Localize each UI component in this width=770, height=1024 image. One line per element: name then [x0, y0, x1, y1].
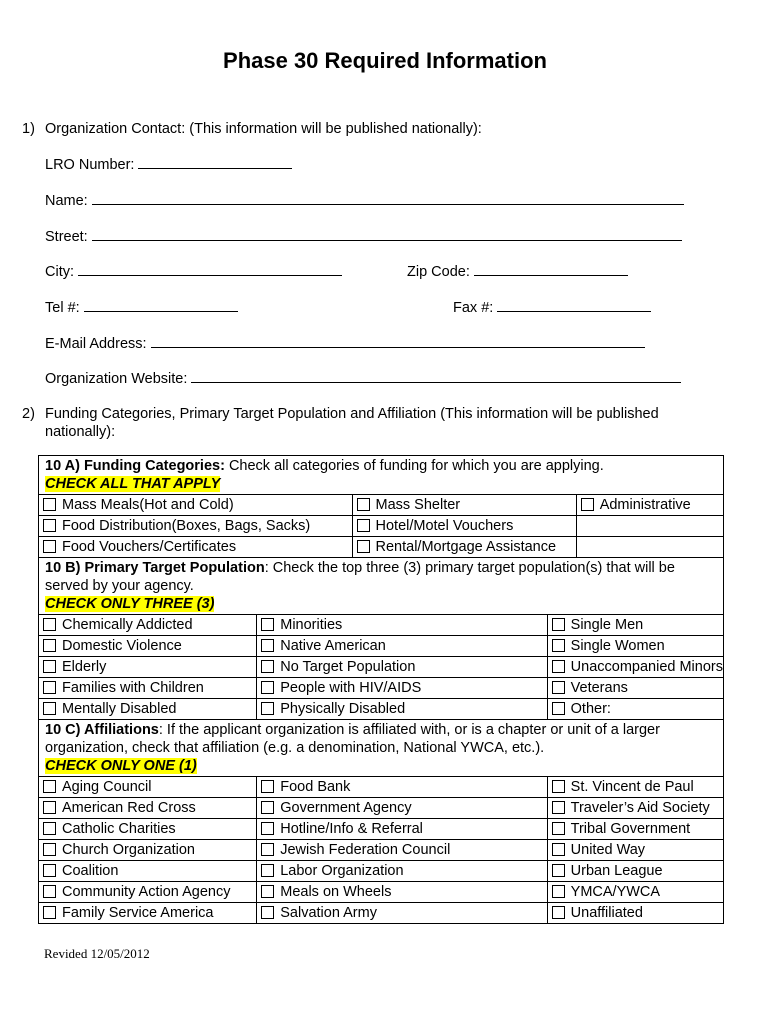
checkbox[interactable] [581, 498, 594, 511]
checkbox[interactable] [261, 801, 274, 814]
target-option[interactable]: Elderly [39, 657, 257, 678]
city-field[interactable] [78, 262, 342, 276]
tel-label: Tel #: [45, 300, 80, 316]
checkbox[interactable] [43, 618, 56, 631]
target-desc: : Check the top three (3) primary target population(s) that will be served by your agency. [45, 560, 675, 594]
checkbox[interactable] [552, 801, 565, 814]
checkbox[interactable] [261, 639, 274, 652]
affiliations-title: 10 C) Affiliations [45, 722, 159, 738]
zip-label: Zip Code: [407, 264, 470, 280]
name-label: Name: [45, 193, 88, 209]
affiliation-option[interactable]: Community Action Agency [39, 882, 257, 903]
table-row [39, 777, 724, 798]
checkbox[interactable] [552, 780, 565, 793]
target-option[interactable]: Families with Children [39, 678, 257, 699]
affiliations-instruction: CHECK ONLY ONE (1) [45, 758, 197, 774]
checkbox[interactable] [261, 843, 274, 856]
affiliation-option[interactable]: YMCA/YWCA [547, 882, 723, 903]
affiliation-option[interactable]: Family Service America [39, 903, 257, 924]
target-option[interactable]: Single Women [547, 636, 723, 657]
affiliation-option[interactable]: Salvation Army [257, 903, 547, 924]
target-option[interactable]: Chemically Addicted [39, 615, 257, 636]
lro-number-row [45, 155, 292, 174]
checkbox[interactable] [43, 519, 56, 532]
funding-option[interactable]: Mass Meals(Hot and Cold) [39, 495, 353, 516]
affiliation-option[interactable]: Coalition [39, 861, 257, 882]
lro-number-field[interactable] [138, 155, 292, 169]
section-2-heading-line1: Funding Categories, Primary Target Population and Affiliation (This information will be published [45, 406, 659, 422]
lro-number-label: LRO Number: [45, 157, 135, 173]
affiliation-option[interactable]: Meals on Wheels [257, 882, 547, 903]
checkbox[interactable] [357, 498, 370, 511]
checkbox[interactable] [43, 540, 56, 553]
city-row [45, 262, 342, 281]
street-row [45, 227, 682, 246]
checkbox[interactable] [261, 885, 274, 898]
categories-table [38, 455, 724, 924]
checkbox[interactable] [261, 702, 274, 715]
checkbox[interactable] [261, 780, 274, 793]
checkbox[interactable] [43, 843, 56, 856]
checkbox[interactable] [357, 519, 370, 532]
affiliation-option[interactable]: United Way [547, 840, 723, 861]
checkbox[interactable] [43, 660, 56, 673]
target-option[interactable]: Unaccompanied Minors [547, 657, 723, 678]
fax-field[interactable] [497, 298, 651, 312]
street-label: Street: [45, 229, 88, 245]
table-row [39, 537, 724, 558]
checkbox[interactable] [43, 702, 56, 715]
zip-row [407, 262, 628, 281]
affiliation-option[interactable]: Food Bank [257, 777, 547, 798]
table-row [39, 516, 724, 537]
checkbox[interactable] [552, 906, 565, 919]
affiliation-option[interactable]: American Red Cross [39, 798, 257, 819]
affiliation-option[interactable]: Catholic Charities [39, 819, 257, 840]
website-row [45, 369, 681, 388]
funding-option[interactable]: Hotel/Motel Vouchers [352, 516, 576, 537]
revision-footer: Revided 12/05/2012 [44, 946, 150, 961]
checkbox[interactable] [552, 660, 565, 673]
zip-field[interactable] [474, 262, 628, 276]
empty-cell [576, 537, 723, 558]
funding-option[interactable]: Food Distribution(Boxes, Bags, Sacks) [39, 516, 353, 537]
target-option[interactable]: No Target Population [257, 657, 547, 678]
target-option[interactable]: Single Men [547, 615, 723, 636]
affiliation-option[interactable]: Hotline/Info & Referral [257, 819, 547, 840]
checkbox[interactable] [43, 681, 56, 694]
target-option[interactable]: Minorities [257, 615, 547, 636]
checkbox[interactable] [43, 498, 56, 511]
checkbox[interactable] [43, 822, 56, 835]
checkbox[interactable] [261, 681, 274, 694]
section-2-heading-line2: nationally): [45, 424, 116, 440]
affiliation-option[interactable]: Church Organization [39, 840, 257, 861]
affiliation-option[interactable]: Urban League [547, 861, 723, 882]
table-row [39, 495, 724, 516]
table-row [39, 657, 724, 678]
target-header [39, 558, 724, 615]
checkbox[interactable] [552, 843, 565, 856]
checkbox[interactable] [43, 885, 56, 898]
website-label: Organization Website: [45, 371, 188, 387]
checkbox[interactable] [43, 639, 56, 652]
checkbox[interactable] [552, 639, 565, 652]
affiliations-desc: : If the applicant organization is affiliated with, or is a chapter or unit of a larger organization, check that affiliation (e.g. a denomination, National YWCA, etc.). [45, 722, 660, 756]
email-row [45, 334, 645, 353]
table-row [39, 882, 724, 903]
page-title: Phase 30 Required Information [223, 48, 547, 73]
website-field[interactable] [191, 369, 681, 383]
city-label: City: [45, 264, 74, 280]
target-option[interactable]: People with HIV/AIDS [257, 678, 547, 699]
checkbox[interactable] [552, 681, 565, 694]
email-label: E-Mail Address: [45, 336, 147, 352]
checkbox[interactable] [552, 702, 565, 715]
fax-label: Fax #: [453, 300, 494, 316]
checkbox[interactable] [43, 780, 56, 793]
section-1-heading: Organization Contact: (This information will be published nationally): [45, 121, 482, 137]
checkbox[interactable] [43, 864, 56, 877]
checkbox[interactable] [552, 822, 565, 835]
funding-option[interactable]: Rental/Mortgage Assistance [352, 537, 576, 558]
section-2-number: 2) [22, 406, 35, 422]
table-row [39, 840, 724, 861]
affiliation-option[interactable]: Aging Council [39, 777, 257, 798]
target-option[interactable]: Physically Disabled [257, 699, 547, 720]
street-field[interactable] [92, 227, 682, 241]
affiliation-option[interactable]: Unaffiliated [547, 903, 723, 924]
funding-option[interactable]: Food Vouchers/Certificates [39, 537, 353, 558]
checkbox[interactable] [261, 822, 274, 835]
checkbox[interactable] [43, 906, 56, 919]
section-1-number: 1) [22, 121, 35, 137]
checkbox[interactable] [43, 801, 56, 814]
table-row [39, 819, 724, 840]
table-row [39, 861, 724, 882]
funding-desc: Check all categories of funding for which you are applying. [224, 458, 604, 474]
fax-row [453, 298, 651, 317]
checkbox[interactable] [357, 540, 370, 553]
funding-instruction: CHECK ALL THAT APPLY [45, 476, 221, 492]
affiliation-option[interactable]: Traveler’s Aid Society [547, 798, 723, 819]
table-row [39, 636, 724, 657]
checkbox[interactable] [261, 864, 274, 877]
name-row [45, 191, 684, 210]
funding-title: 10 A) Funding Categories: [45, 458, 225, 474]
target-option[interactable]: Other: [547, 699, 723, 720]
affiliations-header [39, 720, 724, 777]
target-option[interactable]: Veterans [547, 678, 723, 699]
checkbox[interactable] [552, 885, 565, 898]
affiliation-option[interactable]: Jewish Federation Council [257, 840, 547, 861]
funding-header [39, 456, 724, 495]
table-row [39, 615, 724, 636]
checkbox[interactable] [552, 864, 565, 877]
tel-field[interactable] [84, 298, 238, 312]
target-title: 10 B) Primary Target Population [45, 560, 265, 576]
target-option[interactable]: Domestic Violence [39, 636, 257, 657]
checkbox[interactable] [261, 660, 274, 673]
funding-option[interactable]: Administrative [576, 495, 723, 516]
name-field[interactable] [92, 191, 684, 205]
checkbox[interactable] [261, 618, 274, 631]
affiliation-option[interactable]: St. Vincent de Paul [547, 777, 723, 798]
target-option[interactable]: Native American [257, 636, 547, 657]
affiliation-option[interactable]: Labor Organization [257, 861, 547, 882]
checkbox[interactable] [261, 906, 274, 919]
table-row [39, 678, 724, 699]
table-row [39, 903, 724, 924]
table-row [39, 798, 724, 819]
tel-row [45, 298, 238, 317]
target-option[interactable]: Mentally Disabled [39, 699, 257, 720]
table-row [39, 699, 724, 720]
checkbox[interactable] [552, 618, 565, 631]
funding-option[interactable]: Mass Shelter [352, 495, 576, 516]
email-field[interactable] [151, 334, 645, 348]
affiliation-option[interactable]: Tribal Government [547, 819, 723, 840]
affiliation-option[interactable]: Government Agency [257, 798, 547, 819]
empty-cell [576, 516, 723, 537]
target-instruction: CHECK ONLY THREE (3) [45, 596, 215, 612]
